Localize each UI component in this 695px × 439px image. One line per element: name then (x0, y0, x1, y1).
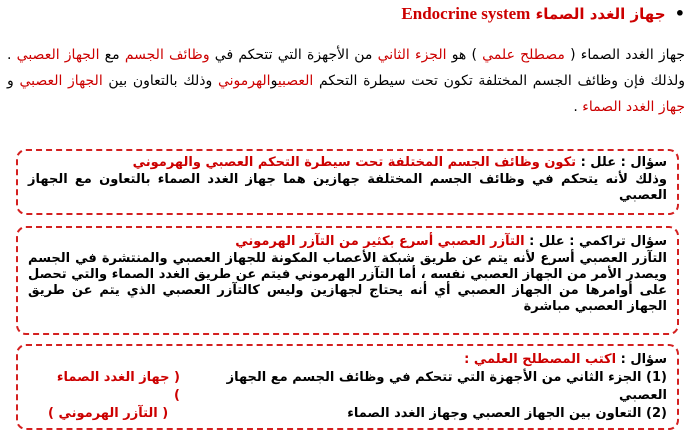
question-box-term (16, 344, 679, 430)
definition-text (180, 369, 667, 405)
answer-text: التآزر العصبي أسرع لأنه يتم عن طريق شبكة الأعصاب المكونة للجهاز العصبي والمنتشرة في الجسم ويصدر الأمر من الجهاز العصبي نفسه ، أما التآزر الهرموني فيتم عن طريق الغدد الصماء والتي تحصل على أوامرها من الجهاز العصبي أي أنه يحتاج لجهازين وليس كالتآزر العصبي الذي يتم عن طريق الجهاز العصبي مباشرة (28, 251, 667, 314)
question-line (28, 233, 667, 251)
answer-text: وذلك لأنه يتحكم في وظائف الجسم المختلفة جهازين هما جهاز الغدد الصماء بالتعاون مع الجهاز العصبي (28, 172, 667, 203)
bullet-icon: • (674, 4, 685, 23)
intro-highlight: الجزء الثاني (377, 47, 447, 63)
intro-text: ) هو (451, 47, 477, 63)
intro-highlight: العصبي (277, 73, 314, 89)
question-text: تكون وظائف الجسم المختلفة تحت سيطرة التحكم العصبي والهرموني (132, 155, 577, 170)
question-line (28, 351, 667, 369)
intro-highlight: الهرموني (217, 73, 271, 89)
question-box-reason (16, 149, 679, 215)
intro-highlight: جهاز الغدد الصماء (582, 99, 685, 115)
intro-highlight: الجهاز العصبي (16, 47, 100, 63)
title-arabic: جهاز الغدد الصماء (535, 5, 666, 23)
intro-text: مع (104, 47, 120, 63)
intro-highlight: وظائف الجسم (124, 47, 210, 63)
intro-text: وذلك بالتعاون بين (108, 73, 213, 89)
intro-text: جهاز الغدد الصماء ( (570, 47, 686, 63)
item-number: (1) (646, 370, 667, 385)
intro-text: و (270, 73, 278, 89)
question-label: سؤال تراكمي : علل : (529, 234, 667, 249)
question-line (28, 154, 667, 172)
title-english: Endocrine system (401, 4, 531, 23)
definition-text (347, 405, 667, 423)
item-text: الجزء الثاني من الأجهزة التي تتحكم في وظائف الجسم مع الجهاز العصبي (226, 370, 667, 403)
definition-item (28, 369, 667, 405)
intro-highlight: الجهاز العصبي (19, 73, 103, 89)
intro-text: و (7, 73, 14, 89)
intro-text: . ولذلك فإن وظائف الجسم المختلفة تكون تحت سيطرة التحكم (7, 47, 686, 89)
intro-highlight: مصطلح علمي (482, 47, 565, 63)
intro-text: من الأجهزة التي تتحكم في (214, 47, 373, 63)
question-label: سؤال : (620, 352, 667, 367)
intro-paragraph (7, 42, 685, 120)
definition-item (28, 405, 667, 423)
question-label: سؤال : علل : (580, 155, 667, 170)
intro-text: . (573, 99, 578, 115)
question-box-cumulative (16, 226, 679, 335)
question-text: اكتب المصطلح العلمي : (464, 352, 617, 367)
item-text: التعاون بين الجهاز العصبي وجهاز الغدد الصماء (347, 406, 642, 421)
page-title (10, 4, 685, 24)
item-number: (2) (646, 406, 667, 421)
question-text: التآزر العصبي أسرع بكثير من التآزر الهرموني (235, 234, 525, 249)
scientific-term: ( جهاز الغدد الصماء ) (56, 370, 180, 403)
scientific-term: ( التآزر الهرموني ) (48, 406, 169, 421)
